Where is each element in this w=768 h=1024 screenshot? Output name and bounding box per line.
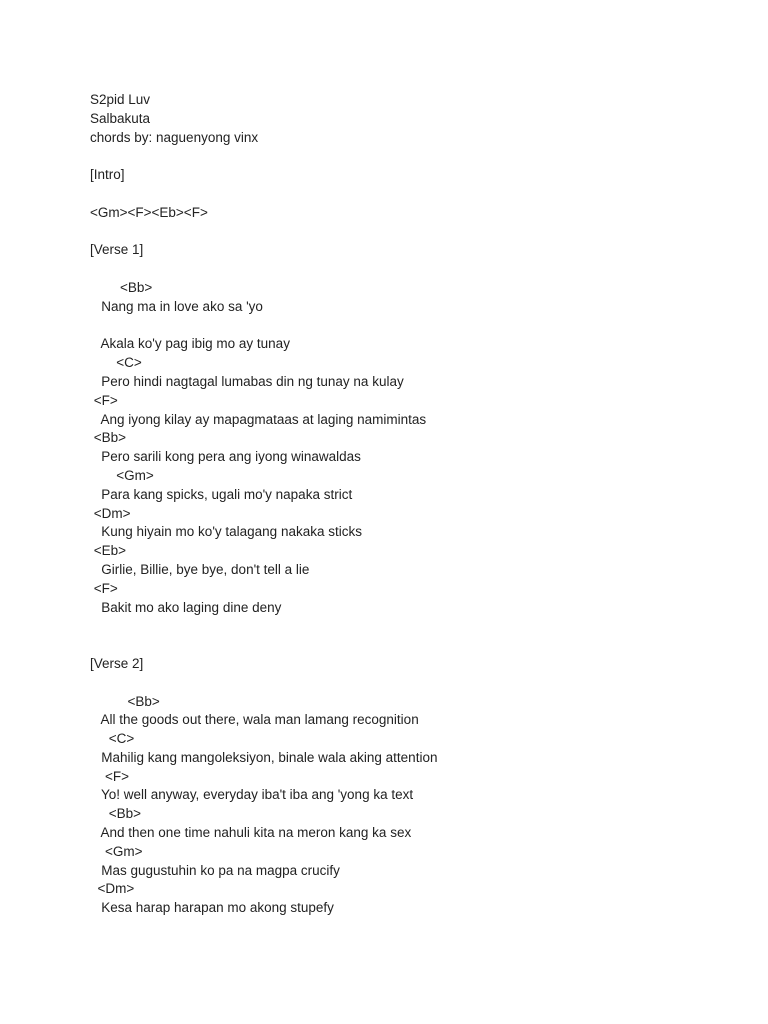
lyric-line: Mas gugustuhin ko pa na magpa crucify <box>90 862 340 878</box>
lyric-line: Pero hindi nagtagal lumabas din ng tunay na kulay <box>90 373 404 389</box>
lyric-line: Akala ko'y pag ibig mo ay tunay <box>90 336 290 352</box>
chord-line: <Bb> <box>90 430 127 446</box>
lyric-line: Yo! well anyway, everyday iba't iba ang 'yong ka text <box>90 787 414 803</box>
spacer <box>90 260 730 279</box>
chord-line: <Dm> <box>90 505 131 521</box>
chord-line: <Eb> <box>90 543 127 559</box>
spacer <box>90 617 730 655</box>
song-title: S2pid Luv <box>90 92 151 107</box>
verse1-body <box>90 279 730 617</box>
chord-line: <F> <box>90 580 118 596</box>
lyric-line: Mahilig kang mangoleksiyon, binale wala aking attention <box>90 749 438 765</box>
chord-sheet <box>90 91 730 918</box>
lyric-line: Para kang spicks, ugali mo'y napaka strict <box>90 486 353 502</box>
blank-line <box>90 317 730 336</box>
lyric-line: Pero sarili kong pera ang iyong winawaldas <box>90 449 361 465</box>
chord-line: <F> <box>90 392 118 408</box>
verse2-label: [Verse 2] <box>90 655 144 671</box>
verse2-body <box>90 693 730 919</box>
spacer <box>90 223 730 242</box>
chord-line: <C> <box>90 731 135 747</box>
verse1-label: [Verse 1] <box>90 242 144 258</box>
chord-line: <Bb> <box>90 693 160 709</box>
lyric-line: And then one time nahuli kita na meron kang ka sex <box>90 825 412 841</box>
spacer <box>90 674 730 693</box>
spacer <box>90 185 730 204</box>
lyric-line: All the goods out there, wala man lamang recognition <box>90 712 419 728</box>
chord-line: <Gm> <box>90 467 154 483</box>
lyric-line: Ang iyong kilay ay mapagmataas at laging namimintas <box>90 411 427 427</box>
lyric-line: Girlie, Billie, bye bye, don't tell a lie <box>90 561 310 577</box>
chord-line: <F> <box>90 768 130 784</box>
spacer <box>90 147 730 166</box>
chord-line: <Bb> <box>90 806 142 822</box>
chord-line: <C> <box>90 355 142 371</box>
intro-label: [Intro] <box>90 167 125 183</box>
chords-credit: chords by: naguenyong vinx <box>90 129 259 145</box>
artist-name: Salbakuta <box>90 110 151 126</box>
lyric-line: Bakit mo ako laging dine deny <box>90 599 282 615</box>
chord-line: <Dm> <box>90 881 135 897</box>
chord-line: <Bb> <box>90 279 153 295</box>
lyric-line: Kung hiyain mo ko'y talagang nakaka sticks <box>90 524 362 540</box>
chord-line: <Gm> <box>90 843 143 859</box>
lyric-line: Nang ma in love ako sa 'yo <box>90 298 263 314</box>
intro-chords: <Gm><F><Eb><F> <box>90 204 208 220</box>
lyric-line: Kesa harap harapan mo akong stupefy <box>90 900 334 916</box>
